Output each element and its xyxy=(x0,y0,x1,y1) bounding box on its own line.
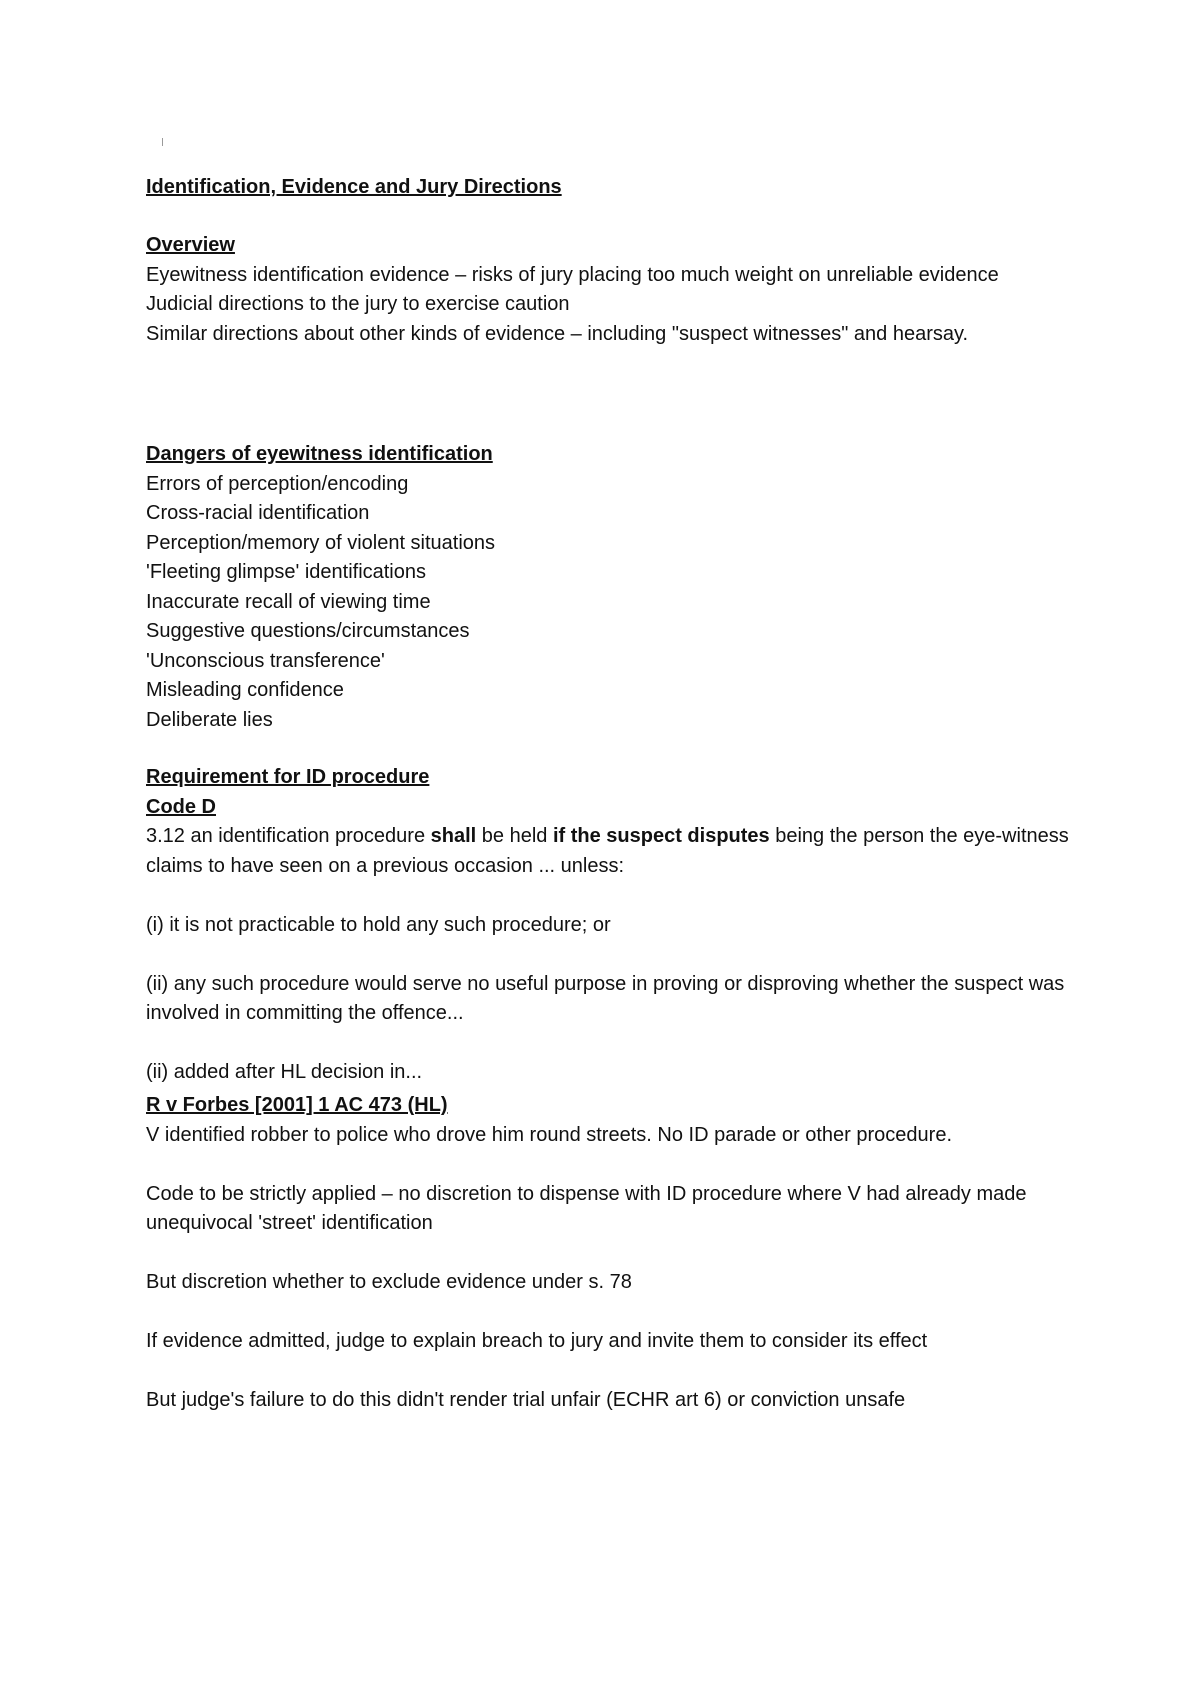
forbes-paragraph: Code to be strictly applied – no discretion to dispense with ID procedure where V had already made unequivocal 'street' identification xyxy=(146,1182,1027,1234)
overview-heading: Overview xyxy=(146,234,235,256)
overview-line-3: Similar directions about other kinds of evidence – including "suspect witnesses" and hearsay. xyxy=(146,322,969,345)
dangers-item: Errors of perception/encoding xyxy=(146,472,409,495)
para-3-12-text: be held xyxy=(476,825,553,847)
para-3-12 xyxy=(146,822,1076,881)
overview-section xyxy=(146,231,1076,349)
forbes-heading: R v Forbes [2001] 1 AC 473 (HL) xyxy=(146,1094,448,1116)
document-title: Identification, Evidence and Jury Directions xyxy=(146,176,562,198)
dangers-item: Deliberate lies xyxy=(146,708,273,731)
forbes-section xyxy=(146,1091,1076,1416)
dangers-item: Misleading confidence xyxy=(146,679,344,701)
requirement-section xyxy=(146,763,1076,1088)
dangers-heading: Dangers of eyewitness identification xyxy=(146,443,493,465)
para-3-12-bold-shall: shall xyxy=(430,825,477,847)
forbes-paragraph: V identified robber to police who drove him round streets. No ID parade or other procedure. xyxy=(146,1123,952,1146)
para-3-12-text: 3.12 an identification procedure xyxy=(146,825,431,847)
dangers-item: 'Unconscious transference' xyxy=(146,649,385,672)
para-3-12-bold-disputes: if the suspect disputes xyxy=(552,825,770,847)
condition-i: (i) it is not practicable to hold any such procedure; or xyxy=(146,913,611,936)
dangers-item: Cross-racial identification xyxy=(146,502,370,524)
forbes-paragraph: If evidence admitted, judge to explain breach to jury and invite them to consider its effect xyxy=(146,1330,928,1352)
page-mark xyxy=(162,138,163,146)
overview-line-1: Eyewitness identification evidence – risks of jury placing too much weight on unreliable evidence xyxy=(146,263,999,286)
requirement-heading: Requirement for ID procedure xyxy=(146,766,430,788)
para-3-12-text: being the person the eye-witness claims to have seen on a previous occasion ... unless: xyxy=(146,825,1069,877)
dangers-item: 'Fleeting glimpse' identifications xyxy=(146,561,426,583)
dangers-item: Inaccurate recall of viewing time xyxy=(146,590,431,613)
code-d-heading: Code D xyxy=(146,795,216,818)
dangers-section xyxy=(146,440,1076,735)
dangers-item: Suggestive questions/circumstances xyxy=(146,620,470,642)
dangers-item: Perception/memory of violent situations xyxy=(146,531,496,554)
forbes-paragraph: But judge's failure to do this didn't render trial unfair (ECHR art 6) or conviction unsafe xyxy=(146,1389,906,1411)
condition-note: (ii) added after HL decision in... xyxy=(146,1061,423,1083)
condition-ii: (ii) any such procedure would serve no useful purpose in proving or disproving whether the suspect was involved in committing the offence... xyxy=(146,972,1065,1024)
overview-line-2: Judicial directions to the jury to exercise caution xyxy=(146,293,570,315)
forbes-paragraph: But discretion whether to exclude evidence under s. 78 xyxy=(146,1271,632,1293)
